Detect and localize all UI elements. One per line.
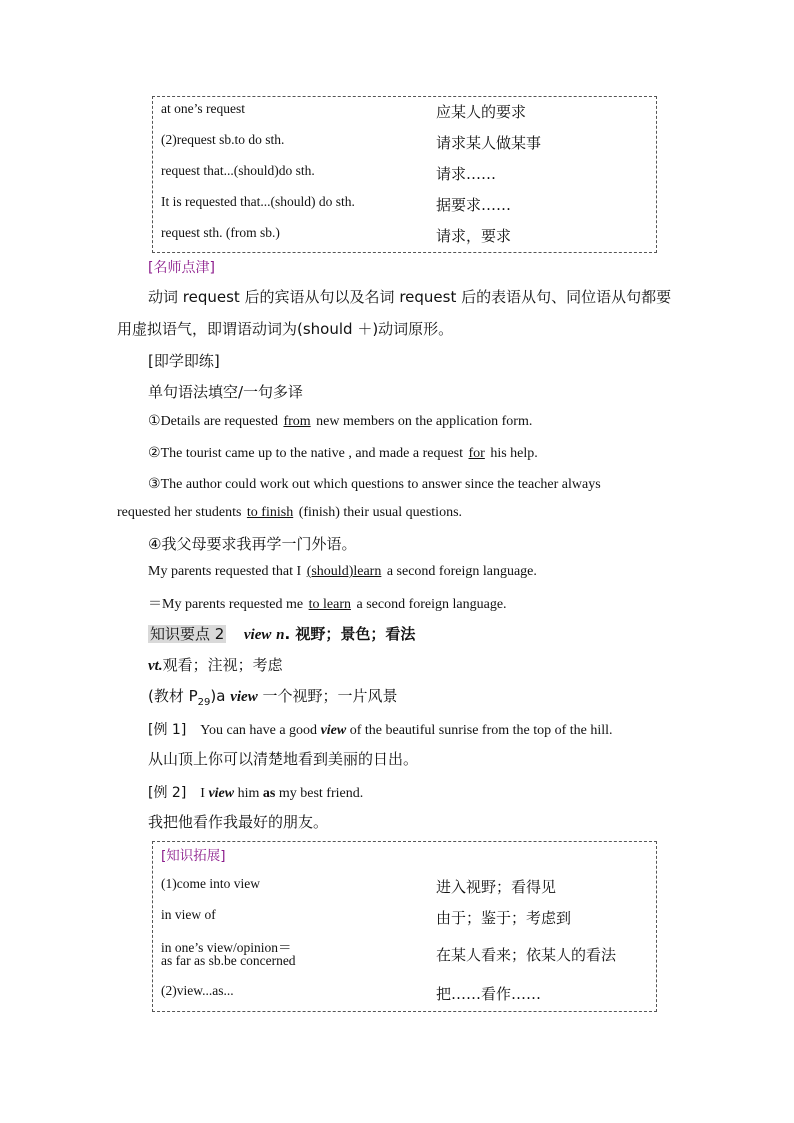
phrase-cn: 在某人看来；依某人的看法 [436,946,617,964]
knowledge-point-heading [148,623,415,644]
exercise-text: a second foreign language. [353,597,507,612]
exercise-answer: to finish [246,505,294,520]
exercise-text: new members on the application form. [312,414,533,429]
exercise-answer: for [468,446,485,461]
tips-tag: [名师点津] [148,260,215,276]
phrase-cn: 请求，要求 [436,227,512,245]
exercise-4-answer-2 [148,593,507,613]
example-2 [148,782,363,802]
phrase-cn: 据要求…… [436,196,512,214]
example-text: You can have a good [200,723,321,738]
exercise-text: 我父母要求我再学一门外语。 [161,535,357,553]
phrase-cn: 请求…… [436,165,497,183]
example-label: [例 1] [148,722,187,738]
part-of-speech: vt. [148,658,163,674]
example-1-translation: 从山顶上你可以清楚地看到美丽的日出。 [148,750,419,768]
phrase-en: at one’s request [161,101,245,116]
exercise-4-answer-1 [148,564,537,580]
exercise-2 [148,445,538,462]
phrase-en: (2)view...as... [161,983,234,998]
exercise-answer: (should)learn [306,564,382,579]
table-row [153,936,656,972]
exercise-number: ① [148,413,161,429]
exercise-3-line-2 [117,505,462,521]
exercise-1 [148,413,532,430]
textbook-source [148,685,398,708]
exercise-answer: from [283,414,311,429]
phrase-cn: 进入视野；看得见 [436,878,557,896]
extension-tag: [知识拓展] [161,848,226,864]
exercise-text: his help. [486,446,538,461]
headword: view [320,723,347,738]
exercise-number: ④ [148,535,162,553]
example-1 [148,719,613,739]
example-2-translation: 我把他看作我最好的朋友。 [148,813,329,831]
knowledge-point-label: 知识要点 2 [150,625,225,643]
phrase-en-continued: as far as sb.be concerned [161,953,296,968]
keyword-as: as [262,786,276,801]
example-text: him [234,786,263,801]
practice-tag: [即学即练] [148,352,220,370]
phrase-en: It is requested that...(should) do sth. [161,194,355,209]
source-meaning: 一个视野；一片风景 [257,687,398,705]
phrase-table-request [152,96,657,253]
phrase-cn: 请求某人做某事 [436,134,542,152]
source-page: 29 [197,697,211,708]
part-of-speech: n [276,627,285,643]
headword: view [230,689,258,705]
phrase-cn: 应某人的要求 [436,103,527,121]
practice-subtitle: 单句语法填空/一句多译 [148,383,304,401]
phrase-en: in one’s view/opinion＝ [161,940,292,955]
exercise-3-line-1 [148,476,601,493]
exercise-text: My parents requested that I [148,564,305,579]
example-text: my best friend. [275,786,364,801]
phrase-en: (2)request sb.to do sth. [161,132,285,147]
headword: view [208,786,235,801]
example-text: I [200,786,209,801]
exercise-number: ② [148,445,161,461]
phrase-en: request that...(should)do sth. [161,163,315,178]
phrase-en: request sth. (from sb.) [161,225,280,240]
meaning-verb: 观看；注视；考虑 [162,656,283,674]
verb-meaning [148,654,283,675]
exercise-number: ③ [148,476,161,492]
exercise-answer: to learn [308,597,351,612]
exercise-text: The tourist came up to the native , and made a request [160,446,467,461]
phrase-cn: 由于；鉴于；考虑到 [436,909,572,927]
tips-line-1: 动词 request 后的宾语从句以及名词 request 后的表语从句、同位语从句都要 [148,288,672,306]
meaning-noun: . 视野；景色；看法 [284,625,416,643]
tips-line-2: 用虚拟语气，即谓语动词为(should ＋)动词原形。 [117,320,454,338]
phrase-en: (1)come into view [161,876,260,891]
phrase-cn: 把……看作…… [436,985,542,1003]
exercise-text: The author could work out which questions to answer since the teacher always [160,477,601,492]
exercise-4-prompt [148,533,356,554]
phrase-table-view [152,841,657,1012]
exercise-text: (finish) their usual questions. [295,505,463,520]
exercise-text: requested her students [117,505,245,520]
headword: view [243,627,272,643]
exercise-text: a second foreign language. [383,564,537,579]
source-text: )a [210,687,231,705]
exercise-text: ＝My parents requested me [148,597,307,612]
phrase-en: in view of [161,907,216,922]
exercise-text: Details are requested [160,414,282,429]
source-text: (教材 P [148,687,198,705]
example-text: of the beautiful sunrise from the top of the hill. [346,723,613,738]
example-label: [例 2] [148,785,187,801]
